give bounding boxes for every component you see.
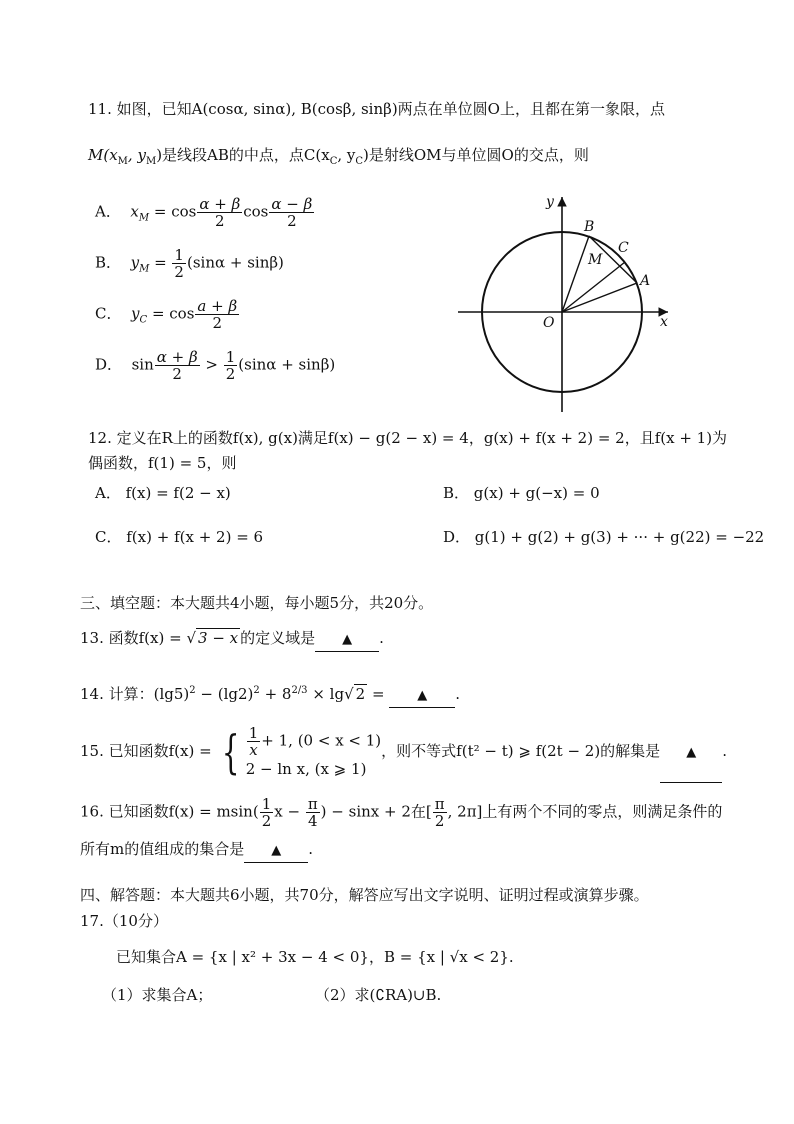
- q15: 15. 已知函数f(x) = { $\frac{1}{x}$ + 1, (0 < x < 1) 2 − ln x, (x ⩾ 1) ，则不等式f(t² − t) ⩾ f(2t − 2)的解集是 ▲ .: [80, 722, 727, 780]
- q16-line2: 所有m的值组成的集合是 ▲ .: [80, 838, 313, 863]
- q11-option-c: C． $y_C = \cos$ $\frac{a + \beta}{2}$: [95, 297, 238, 332]
- q12-option-a: A． f(x) = f(2 − x): [95, 484, 231, 502]
- q17-given: 已知集合A = {x | x² + 3x − 4 < 0}，B = {x | √x < 2}.: [116, 948, 514, 966]
- q13: 13. 函数f(x) = √ 3 − x 的定义域是 ▲ .: [80, 627, 384, 652]
- q16-line1: 16. 已知函数f(x) = msin( $\frac{1}{2}$ x − $\frac{\pi}{4}$ ) − sinx + 2在[ $\frac{\pi}{2}$ , 2π]上有两个不同的零点，则满足条件的: [80, 795, 723, 830]
- label-b: B: [584, 219, 595, 235]
- section-3-title: 三、填空题：本大题共4小题，每小题5分，共20分。: [80, 594, 434, 612]
- label-a: A: [640, 273, 651, 289]
- q11-option-a: A． $x_M = \cos$ $\frac{\alpha + \beta}{2}$ cos $\frac{\alpha - \beta}{2}$: [95, 195, 313, 230]
- q12-option-d: D． g(1) + g(2) + g(3) + ··· + g(22) = −22: [443, 528, 765, 546]
- label-y: y: [546, 194, 554, 210]
- q14: 14. 计算：$(\lg 5)^2 - (\lg 2)^2 + 8^{2/3} \times \lg√$ 2 = ▲ .: [80, 680, 460, 708]
- q11-stem-line2: $M(x_M$, $y_M$)是线段AB的中点，点$C(x_C$, $y_C$)是射线OM与单位圆O的交点，则: [88, 146, 589, 167]
- q12-option-b: B． g(x) + g(−x) = 0: [443, 484, 600, 502]
- q11-option-b: B． $y_M$ = $\frac{1}{2}$ (sinα + sinβ): [95, 246, 284, 281]
- section-4-title: 四、解答题：本大题共6小题，共70分，解答应写出文字说明、证明过程或演算步骤。: [80, 886, 649, 904]
- label-m: M: [588, 252, 603, 268]
- label-o: O: [543, 315, 555, 331]
- q11-option-d: D． sin $\frac{\alpha + \beta}{2}$ > $\frac{1}{2}$ (sinα + sinβ): [95, 348, 336, 383]
- q12-option-c: C． f(x) + f(x + 2) = 6: [95, 528, 264, 546]
- q17-header: 17.（10分）: [80, 912, 168, 930]
- unit-circle-figure: [450, 190, 680, 418]
- label-x: x: [660, 314, 668, 330]
- segment-oa: [562, 283, 637, 312]
- q12-stem-line1: 12. 定义在R上的函数f(x), g(x)满足f(x) − g(2 − x) = 4，g(x) + f(x + 2) = 2，且f(x + 1)为: [88, 429, 728, 447]
- q17-part-2: （2）求(∁RA)∪B.: [315, 986, 442, 1004]
- label-c: C: [618, 240, 629, 256]
- q12-stem-line2: 偶函数，f(1) = 5，则: [88, 454, 237, 472]
- q17-part-1: （1）求集合A；: [102, 986, 213, 1004]
- q11-stem-line1: 11. 如图，已知A(cosα, sinα), B(cosβ, sinβ)两点在单位圆O上，且都在第一象限，点: [88, 100, 665, 118]
